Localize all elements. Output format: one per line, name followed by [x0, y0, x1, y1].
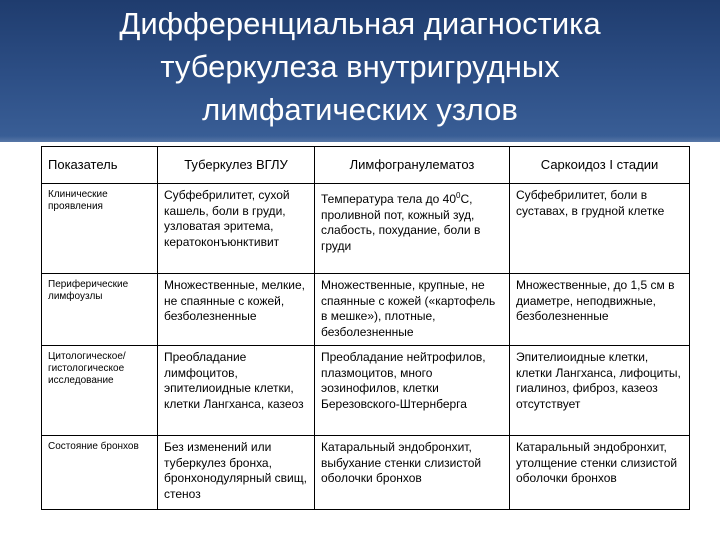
table-row: [42, 274, 690, 346]
table-row: [42, 184, 690, 274]
cell-lymphogranulomatosis: Преобладание нейтрофилов, плазмоцитов, много эозинофилов, клетки Березовского-Штернберга: [315, 346, 510, 436]
header-lymphogranulomatosis: Лимфогранулематоз: [315, 147, 510, 184]
cell-tuberculosis: Множественные, мелкие, не спаянные с кожей, безболезненные: [158, 274, 315, 346]
row-label-lymph-nodes: Периферические лимфоузлы: [42, 274, 158, 346]
table-header-row: [42, 147, 690, 184]
table-row: [42, 346, 690, 436]
cell-lymphogranulomatosis: [315, 184, 510, 274]
cell-sarcoidosis: Субфебрилитет, боли в суставах, в грудной клетке: [510, 184, 690, 274]
cell-lymphogranulomatosis: Множественные, крупные, не спаянные с кожей («картофель в мешке»), плотные, безболезненные: [315, 274, 510, 346]
degree-superscript: 0: [456, 191, 461, 200]
cell-tuberculosis: Субфебрилитет, сухой кашель, боли в груди, узловатая эритема, кератоконъюнктивит: [158, 184, 315, 274]
slide-title-line-2: туберкулеза внутригрудных: [160, 49, 560, 84]
diagnosis-table: [41, 146, 690, 510]
slide-title-line-3: лимфатических узлов: [202, 92, 518, 127]
slide-title-line-1: Дифференциальная диагностика: [119, 6, 601, 41]
title-banner: [0, 0, 720, 142]
cell-sarcoidosis: Эпителиоидные клетки, клетки Лангханса, лифоциты, гиалиноз, фиброз, казеоз отсутствует: [510, 346, 690, 436]
cell-sarcoidosis: Множественные, до 1,5 см в диаметре, неподвижные, безболезненные: [510, 274, 690, 346]
slide-title: [0, 2, 720, 131]
header-indicator: Показатель: [42, 147, 158, 184]
cell-tuberculosis: Без изменений или туберкулез бронха, бронхонодулярный свищ, стеноз: [158, 436, 315, 510]
header-tuberculosis: Туберкулез ВГЛУ: [158, 147, 315, 184]
row-label-bronchi: Состояние бронхов: [42, 436, 158, 510]
row-label-cytology: Цитологическое/ гистологическое исследование: [42, 346, 158, 436]
temperature-text: Температура тела до 40: [321, 192, 457, 206]
cell-sarcoidosis: Катаральный эндобронхит, утолщение стенки слизистой оболочки бронхов: [510, 436, 690, 510]
cell-tuberculosis: Преобладание лимфоцитов, эпителиоидные клетки, клетки Лангханса, казеоз: [158, 346, 315, 436]
symptoms-text: С, проливной пот, кожный зуд, слабость, похудание, боли в груди: [321, 192, 481, 253]
header-sarcoidosis: Саркоидоз I стадии: [510, 147, 690, 184]
row-label-clinical: Клинические проявления: [42, 184, 158, 274]
cell-lymphogranulomatosis: Катаральный эндобронхит, выбухание стенки слизистой оболочки бронхов: [315, 436, 510, 510]
table-row: [42, 436, 690, 510]
